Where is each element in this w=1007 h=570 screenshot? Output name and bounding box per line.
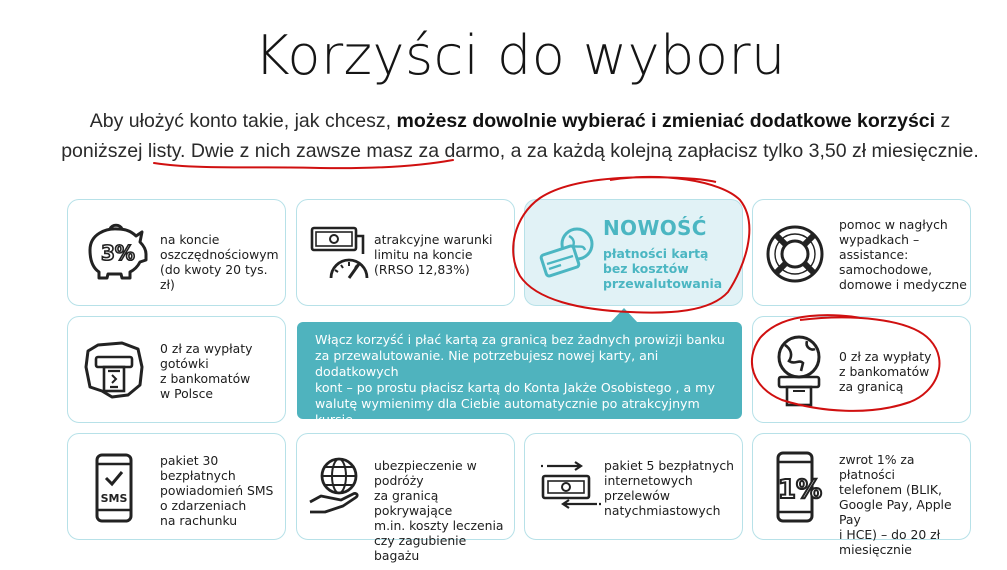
new-badge: NOWOŚĆ xyxy=(603,216,707,240)
benefit-card-loan[interactable] xyxy=(296,199,515,306)
card-text: płatności kartą bez kosztów przewalutowania xyxy=(603,246,723,291)
icon-1-percent: 1% xyxy=(777,475,823,505)
benefit-card-cashback[interactable] xyxy=(752,433,971,557)
intro-part2: z poniższej listy. xyxy=(61,110,951,162)
globe-hand-icon xyxy=(307,456,371,523)
benefit-card-transfers[interactable] xyxy=(524,433,743,540)
card-text: 0 zł za wypłaty z bankomatów za granicą xyxy=(839,349,932,394)
globe-card-icon xyxy=(539,224,599,289)
poland-atm-icon xyxy=(82,337,148,408)
page-title: Korzyści do wyboru xyxy=(254,24,786,87)
intro-part1: Aby ułożyć konto takie, jak chcesz, xyxy=(89,110,397,132)
benefit-card-card-payments[interactable] xyxy=(524,199,743,306)
benefit-card-assistance[interactable] xyxy=(752,199,971,306)
money-gauge-icon xyxy=(309,222,371,289)
card-text: na koncie oszczędnościowym (do kwoty 20 tys. zł) xyxy=(160,232,279,292)
card-text: ubezpieczenie w podróży za granicą pokrywające m.in. koszty leczenia czy zagubienie bagażu xyxy=(374,458,504,563)
benefit-card-travel-insurance[interactable] xyxy=(296,433,515,563)
benefit-card-sms[interactable] xyxy=(67,433,286,540)
intro-part3: , a za każdą kolejną zapłacisz tylko 3,50 zł miesięcznie. xyxy=(499,140,979,162)
card-text: pakiet 30 bezpłatnych powiadomień SMS o zdarzeniach na rachunku xyxy=(160,453,274,528)
popover-arrow xyxy=(610,308,638,323)
card-text: pomoc w nagłych wypadkach – assistance: samochodowe, domowe i medyczne xyxy=(839,217,967,292)
lifebuoy-icon xyxy=(763,222,827,291)
intro-highlight: Dwie z nich zawsze masz za darmo xyxy=(190,140,500,162)
icon-sms-label: SMS xyxy=(100,492,128,505)
benefit-card-atm-poland[interactable] xyxy=(67,316,286,423)
intro-bold: możesz dowolnie wybierać i zmieniać dodatkowe korzyści xyxy=(396,110,936,132)
benefit-card-atm-abroad[interactable] xyxy=(752,316,971,423)
benefit-card-savings[interactable] xyxy=(67,199,286,306)
card-text: pakiet 5 bezpłatnych internetowych przelewów natychmiastowych xyxy=(604,458,734,518)
piggy-bank-3-percent-icon xyxy=(80,220,150,287)
icon-3-percent: 3% xyxy=(101,241,135,265)
intro-text xyxy=(50,106,990,166)
phone-sms-icon xyxy=(94,452,134,529)
popover-tooltip: Włącz korzyść i płać kartą za granicą bez żadnych prowizji banku za przewalutowanie. Nie potrzebujesz nowej karty, ani dodatkowych kont – po prostu płacisz kartą do Konta Jakże Osobistego , a my walutę wymienimy dla Ciebie automatycznie po atrakcyjnym kursie. xyxy=(297,322,742,419)
card-text: 0 zł za wypłaty gotówki z bankomatów w Polsce xyxy=(160,341,253,401)
banknote-transfer-icon xyxy=(537,460,603,515)
card-text: atrakcyjne warunki limitu na koncie (RRSO 12,83%) xyxy=(374,232,493,277)
globe-atm-icon xyxy=(769,333,829,414)
phone-1-percent-icon xyxy=(773,450,823,531)
card-text: zwrot 1% za płatności telefonem (BLIK, Google Pay, Apple Pay i HCE) – do 20 zł miesięcznie xyxy=(839,452,952,557)
